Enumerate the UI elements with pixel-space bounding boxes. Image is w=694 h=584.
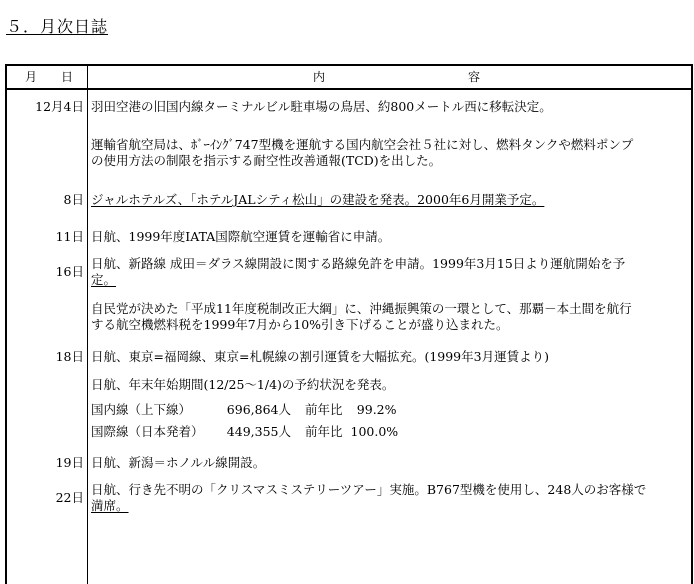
stat-row-international [91,424,687,440]
header-day: 日 [61,70,74,84]
header-date-cell [7,66,88,88]
header-content-2: 容 [468,70,481,84]
stat-row-domestic [91,402,687,418]
header-month: 月 [25,70,38,84]
header-content-cell [88,66,691,88]
entry-text: 日航、東京=福岡線、東京=札幌線の割引運賃を大幅拡充。(1999年3月運賃より) [91,349,549,364]
stat-ratio-label: 前年比 [305,424,343,439]
header-content-1: 内 [313,70,326,84]
entry-text: 日航、年末年始期間(12/25～1/4)の予約状況を発表。 [91,377,395,392]
entry-text: 自民党が決めた「平成11年度税制改正大綱」に、沖縄振興策の一環として、那覇－本土間を航行 [91,301,632,316]
stat-count: 449,355人 [226,424,291,439]
stat-label: 国内線（上下線） [91,402,192,417]
entry-date: 16日 [55,264,84,279]
column-divider [87,90,88,584]
entry-date: 18日 [55,349,84,364]
entry-text: 日航、新路線 成田＝ダラス線開設に関する路線免許を申請。1999年3月15日より運航開始を予 [91,256,626,271]
entry-date: 8日 [63,192,84,207]
entry-text: ジャルホテルズ、「ホテルJALシティ松山」の建設を発表。2000年6月開業予定。 [91,192,545,207]
stat-ratio: 99.2% [356,402,397,417]
entry-text: 日航、行き先不明の「クリスマスミステリーツアー」実施。B767型機を使用し、248人のお客様で [91,482,647,497]
page-title: ５．月次日誌 [6,17,109,36]
entry-date: 11日 [55,229,84,244]
entry-text: 日航、新潟＝ホノルル線開設。 [91,455,266,470]
entry-text: 羽田空港の旧国内線ターミナルビル駐車場の鳥居、約800メートル西に移転決定。 [91,99,552,114]
entry-text: 日航、1999年度IATA国際航空運賃を運輸省に申請。 [91,229,391,244]
stat-ratio-label: 前年比 [305,402,343,417]
entry-text: 定。 [91,272,117,287]
entry-text: 運輸省航空局は、ﾎﾞｰｲﾝｸﾞ747型機を運航する国内航空会社５社に対し、燃料タンクや燃料ポンプ [91,137,634,152]
entry-date: 19日 [55,455,84,470]
entry-date: 22日 [55,490,84,505]
entry-text: する航空機燃料税を1999年7月から10%引き下げることが盛り込まれた。 [91,317,509,332]
entry-text: 満席。 [91,498,129,513]
entry-date: 12月4日 [35,99,84,114]
table-header [7,66,691,90]
monthly-diary-table [5,64,693,584]
stat-count: 696,864人 [226,402,291,417]
stat-ratio: 100.0% [350,424,399,439]
entry-text: の使用方法の制限を指示する耐空性改善通報(TCD)を出した。 [91,153,442,168]
stat-label: 国際線（日本発着） [91,424,204,439]
